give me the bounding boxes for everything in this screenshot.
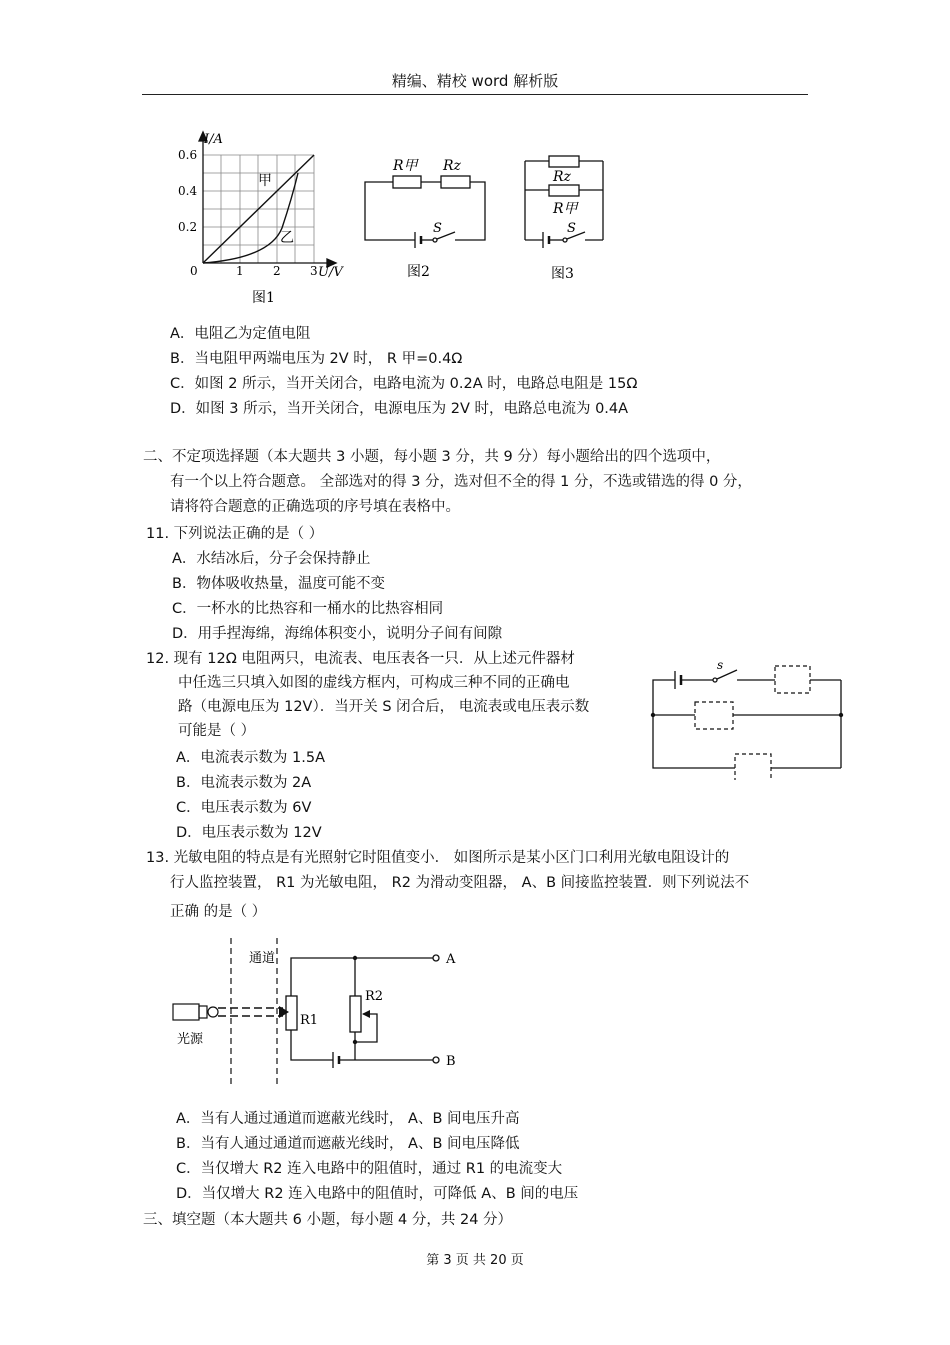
q12-switch-label: s bbox=[717, 658, 724, 672]
section-2-instructions: 有一个以上符合题意。 全部选对的得 3 分，选对但不全的得 1 分，不选或错选的得 0 分， bbox=[170, 474, 752, 490]
q10-option-d: D．如图 3 所示，当开关闭合，电源电压为 2V 时，电路总电流为 0.4A bbox=[170, 401, 629, 417]
q13-option-b: B．当有人通过通道而遮蔽光线时， A、B 间电压降低 bbox=[176, 1136, 520, 1152]
page-footer: 第 3 页 共 20 页 bbox=[426, 1253, 524, 1268]
q12-stem: 路（电源电压为 12V）．当开关 S 闭合后， 电流表或电压表示数 bbox=[178, 699, 590, 715]
q12-option-c: C．电压表示数为 6V bbox=[176, 800, 312, 816]
section-3-heading: 三、填空题（本大题共 6 小题，每小题 4 分，共 24 分） bbox=[143, 1212, 513, 1228]
figure-1-caption: 图1 bbox=[252, 290, 275, 306]
x-tick: 0 bbox=[190, 264, 198, 278]
curve-yi-label: 乙 bbox=[280, 230, 294, 246]
terminal-a-label: A bbox=[446, 952, 456, 967]
x-tick: 2 bbox=[273, 264, 281, 278]
q11-option-a: A．水结冰后，分子会保持静止 bbox=[172, 551, 371, 567]
q13-option-c: C．当仅增大 R2 连入电路中的阻值时，通过 R1 的电流变大 bbox=[176, 1161, 563, 1177]
light-source-label: 光源 bbox=[177, 1032, 204, 1047]
q13-stem: 正确 的是（ ） bbox=[170, 904, 267, 920]
r2-label: R2 bbox=[365, 989, 384, 1004]
q13-option-a: A．当有人通过通道而遮蔽光线时， A、B 间电压升高 bbox=[176, 1111, 520, 1127]
y-tick: 0.4 bbox=[178, 184, 198, 198]
x-tick: 1 bbox=[236, 264, 244, 278]
q13-stem: 行人监控装置， R1 为光敏电阻， R2 为滑动变阻器， A、B 间接监控装置．则下列说法不 bbox=[170, 875, 750, 891]
fig2-r-jia-label: R甲 bbox=[393, 158, 418, 174]
figure-3-parallel-circuit bbox=[515, 150, 615, 285]
q12-stem: 中任选三只填入如图的虚线方框内，可构成三种不同的正确电 bbox=[178, 675, 570, 691]
q10-option-a: A．电阻乙为定值电阻 bbox=[170, 326, 311, 342]
fig3-r-jia-label: R甲 bbox=[553, 201, 578, 217]
q11-option-d: D．用手捏海绵，海绵体积变小，说明分子间有间隙 bbox=[172, 626, 503, 642]
q10-option-c: C．如图 2 所示，当开关闭合，电路电流为 0.2A 时，电路总电阻是 15Ω bbox=[170, 376, 638, 392]
x-axis-label: U/V bbox=[318, 265, 343, 280]
curve-jia-label: 甲 bbox=[258, 173, 272, 189]
q11-option-b: B．物体吸收热量，温度可能不变 bbox=[172, 576, 385, 592]
channel-label: 通道 bbox=[249, 951, 276, 966]
q12-option-a: A．电流表示数为 1.5A bbox=[176, 750, 326, 766]
figure-2-caption: 图2 bbox=[407, 264, 430, 280]
q12-option-d: D．电压表示数为 12V bbox=[176, 825, 322, 841]
figure-3-caption: 图3 bbox=[551, 266, 574, 282]
figure-1-iu-graph bbox=[170, 128, 370, 308]
q13-option-d: D．当仅增大 R2 连入电路中的阻值时，可降低 A、B 间的电压 bbox=[176, 1186, 579, 1202]
y-axis-label: I/A bbox=[204, 132, 223, 147]
fig2-switch-label: S bbox=[433, 221, 442, 236]
q12-stem: 12. 现有 12Ω 电阻两只，电流表、电压表各一只．从上述元件器材 bbox=[146, 651, 575, 667]
page-header: 精编、精校 word 解析版 bbox=[391, 72, 559, 90]
q12-option-b: B．电流表示数为 2A bbox=[176, 775, 312, 791]
fig3-switch-label: S bbox=[567, 221, 576, 236]
x-tick: 3 bbox=[310, 264, 318, 278]
q13-stem: 13. 光敏电阻的特点是有光照射它时阻值变小． 如图所示是某小区门口利用光敏电阻设计的 bbox=[146, 850, 730, 866]
section-2-instructions: 请将符合题意的正确选项的序号填在表格中。 bbox=[170, 499, 460, 515]
section-2-heading: 二、不定项选择题（本大题共 3 小题，每小题 3 分，共 9 分）每小题给出的四个选项中， bbox=[143, 449, 721, 465]
q11-option-c: C．一杯水的比热容和一桶水的比热容相同 bbox=[172, 601, 444, 617]
q11-stem: 11. 下列说法正确的是（ ） bbox=[146, 526, 324, 542]
header-rule bbox=[142, 94, 808, 95]
figure-q13-monitor-circuit bbox=[165, 930, 475, 1090]
y-tick: 0.2 bbox=[178, 220, 198, 234]
q10-option-b: B．当电阻甲两端电压为 2V 时， R 甲=0.4Ω bbox=[170, 351, 463, 367]
figure-q12-circuit bbox=[645, 655, 850, 780]
q12-stem: 可能是（ ） bbox=[178, 723, 256, 739]
figure-2-series-circuit bbox=[355, 150, 495, 285]
terminal-b-label: B bbox=[446, 1054, 456, 1069]
y-tick: 0.6 bbox=[178, 148, 198, 162]
r1-label: R1 bbox=[300, 1013, 319, 1028]
fig3-r-yi-label: Rz bbox=[553, 169, 571, 185]
fig2-r-yi-label: Rz bbox=[443, 158, 461, 174]
